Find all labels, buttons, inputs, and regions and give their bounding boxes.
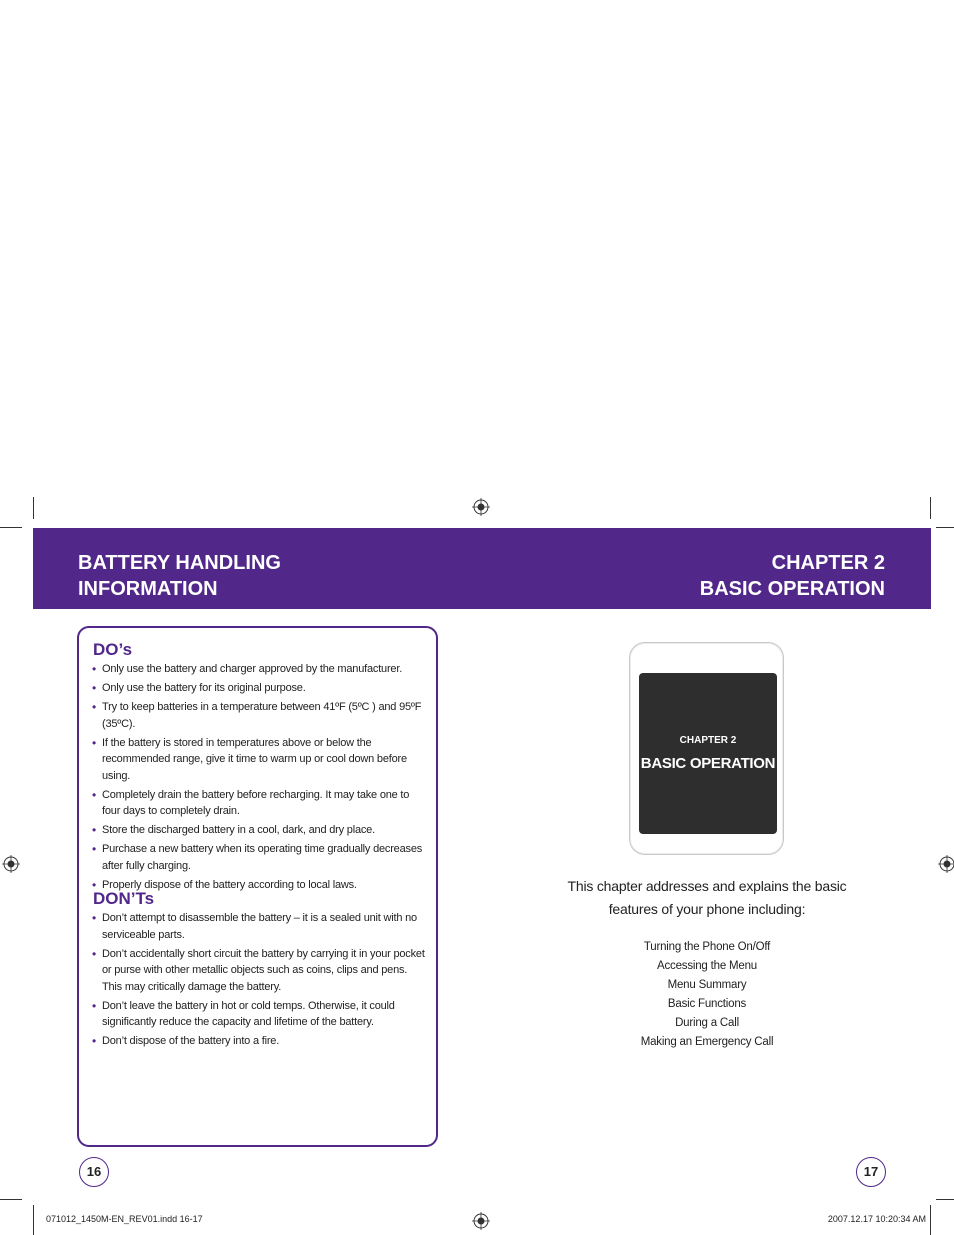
crop-mark (33, 1205, 34, 1235)
left-page-title: BATTERY HANDLING INFORMATION (78, 552, 281, 600)
chapter-intro: This chapter addresses and explains the basic features of your phone including: (567, 878, 847, 917)
crop-mark (936, 527, 954, 528)
donts-heading: DON’Ts (93, 889, 155, 908)
dos-heading: DO’s (93, 640, 133, 659)
footer-file-info: 071012_1450M-EN_REV01.indd 16-17 (46, 1214, 203, 1224)
list-item: • Store the discharged battery in a cool, dark, and dry place. (91, 822, 426, 839)
crop-mark (936, 1199, 954, 1200)
right-page-title: CHAPTER 2 BASIC OPERATION (699, 552, 885, 600)
list-item: • Don’t accidentally short circuit the battery by carrying it in your pocket or purse with other metallic objects such as coins, clips and pens. This may critically damage the battery. (91, 946, 426, 996)
toc-item: Basic Functions (667, 998, 747, 1010)
chapter-contents (557, 938, 857, 1052)
battery-info-panel (77, 626, 438, 1147)
list-item: • Don’t leave the battery in hot or cold temps. Otherwise, it could significantly reduce the capacity and lifetime of the battery. (91, 998, 426, 1031)
screen-chapter-title: BASIC OPERATION (640, 755, 776, 772)
page-number-right: 17 (856, 1157, 886, 1187)
registration-mark-icon (938, 855, 954, 873)
crop-mark (0, 1199, 22, 1200)
dos-list (91, 661, 426, 896)
list-item: • Completely drain the battery before recharging. It may take one to four days to completely drain. (91, 787, 426, 820)
registration-mark-icon (2, 855, 20, 873)
crop-mark (33, 497, 34, 519)
registration-mark-icon (472, 1212, 490, 1230)
phone-screen (639, 673, 777, 834)
header-banner (33, 528, 931, 609)
toc-item: Accessing the Menu (657, 960, 757, 972)
list-item: • Purchase a new battery when its operating time gradually decreases after fully charging. (91, 841, 426, 874)
toc-item: Turning the Phone On/Off (643, 941, 771, 953)
toc-item: Menu Summary (667, 979, 747, 991)
list-item: • If the battery is stored in temperatures above or below the recommended range, give it time to warm up or cool down before using. (91, 735, 426, 785)
registration-mark-icon (472, 498, 490, 516)
list-item: • Properly dispose of the battery according to local laws. (91, 877, 426, 894)
list-item: • Don’t dispose of the battery into a fire. (91, 1033, 426, 1050)
donts-list (91, 910, 426, 1052)
crop-mark (0, 527, 22, 528)
list-item: • Only use the battery and charger approved by the manufacturer. (91, 661, 426, 678)
list-item: • Only use the battery for its original purpose. (91, 680, 426, 697)
page-number-left: 16 (79, 1157, 109, 1187)
footer-timestamp: 2007.12.17 10:20:34 AM (827, 1214, 926, 1224)
list-item: • Try to keep batteries in a temperature between 41ºF (5ºC ) and 95ºF (35ºC). (91, 699, 426, 732)
crop-mark (930, 1205, 931, 1235)
screen-chapter-label: CHAPTER 2 (679, 735, 737, 746)
toc-item: During a Call (675, 1017, 739, 1029)
toc-item: Making an Emergency Call (640, 1036, 774, 1048)
crop-mark (930, 497, 931, 519)
phone-illustration (629, 642, 784, 855)
list-item: • Don’t attempt to disassemble the battery – it is a sealed unit with no serviceable parts. (91, 910, 426, 943)
